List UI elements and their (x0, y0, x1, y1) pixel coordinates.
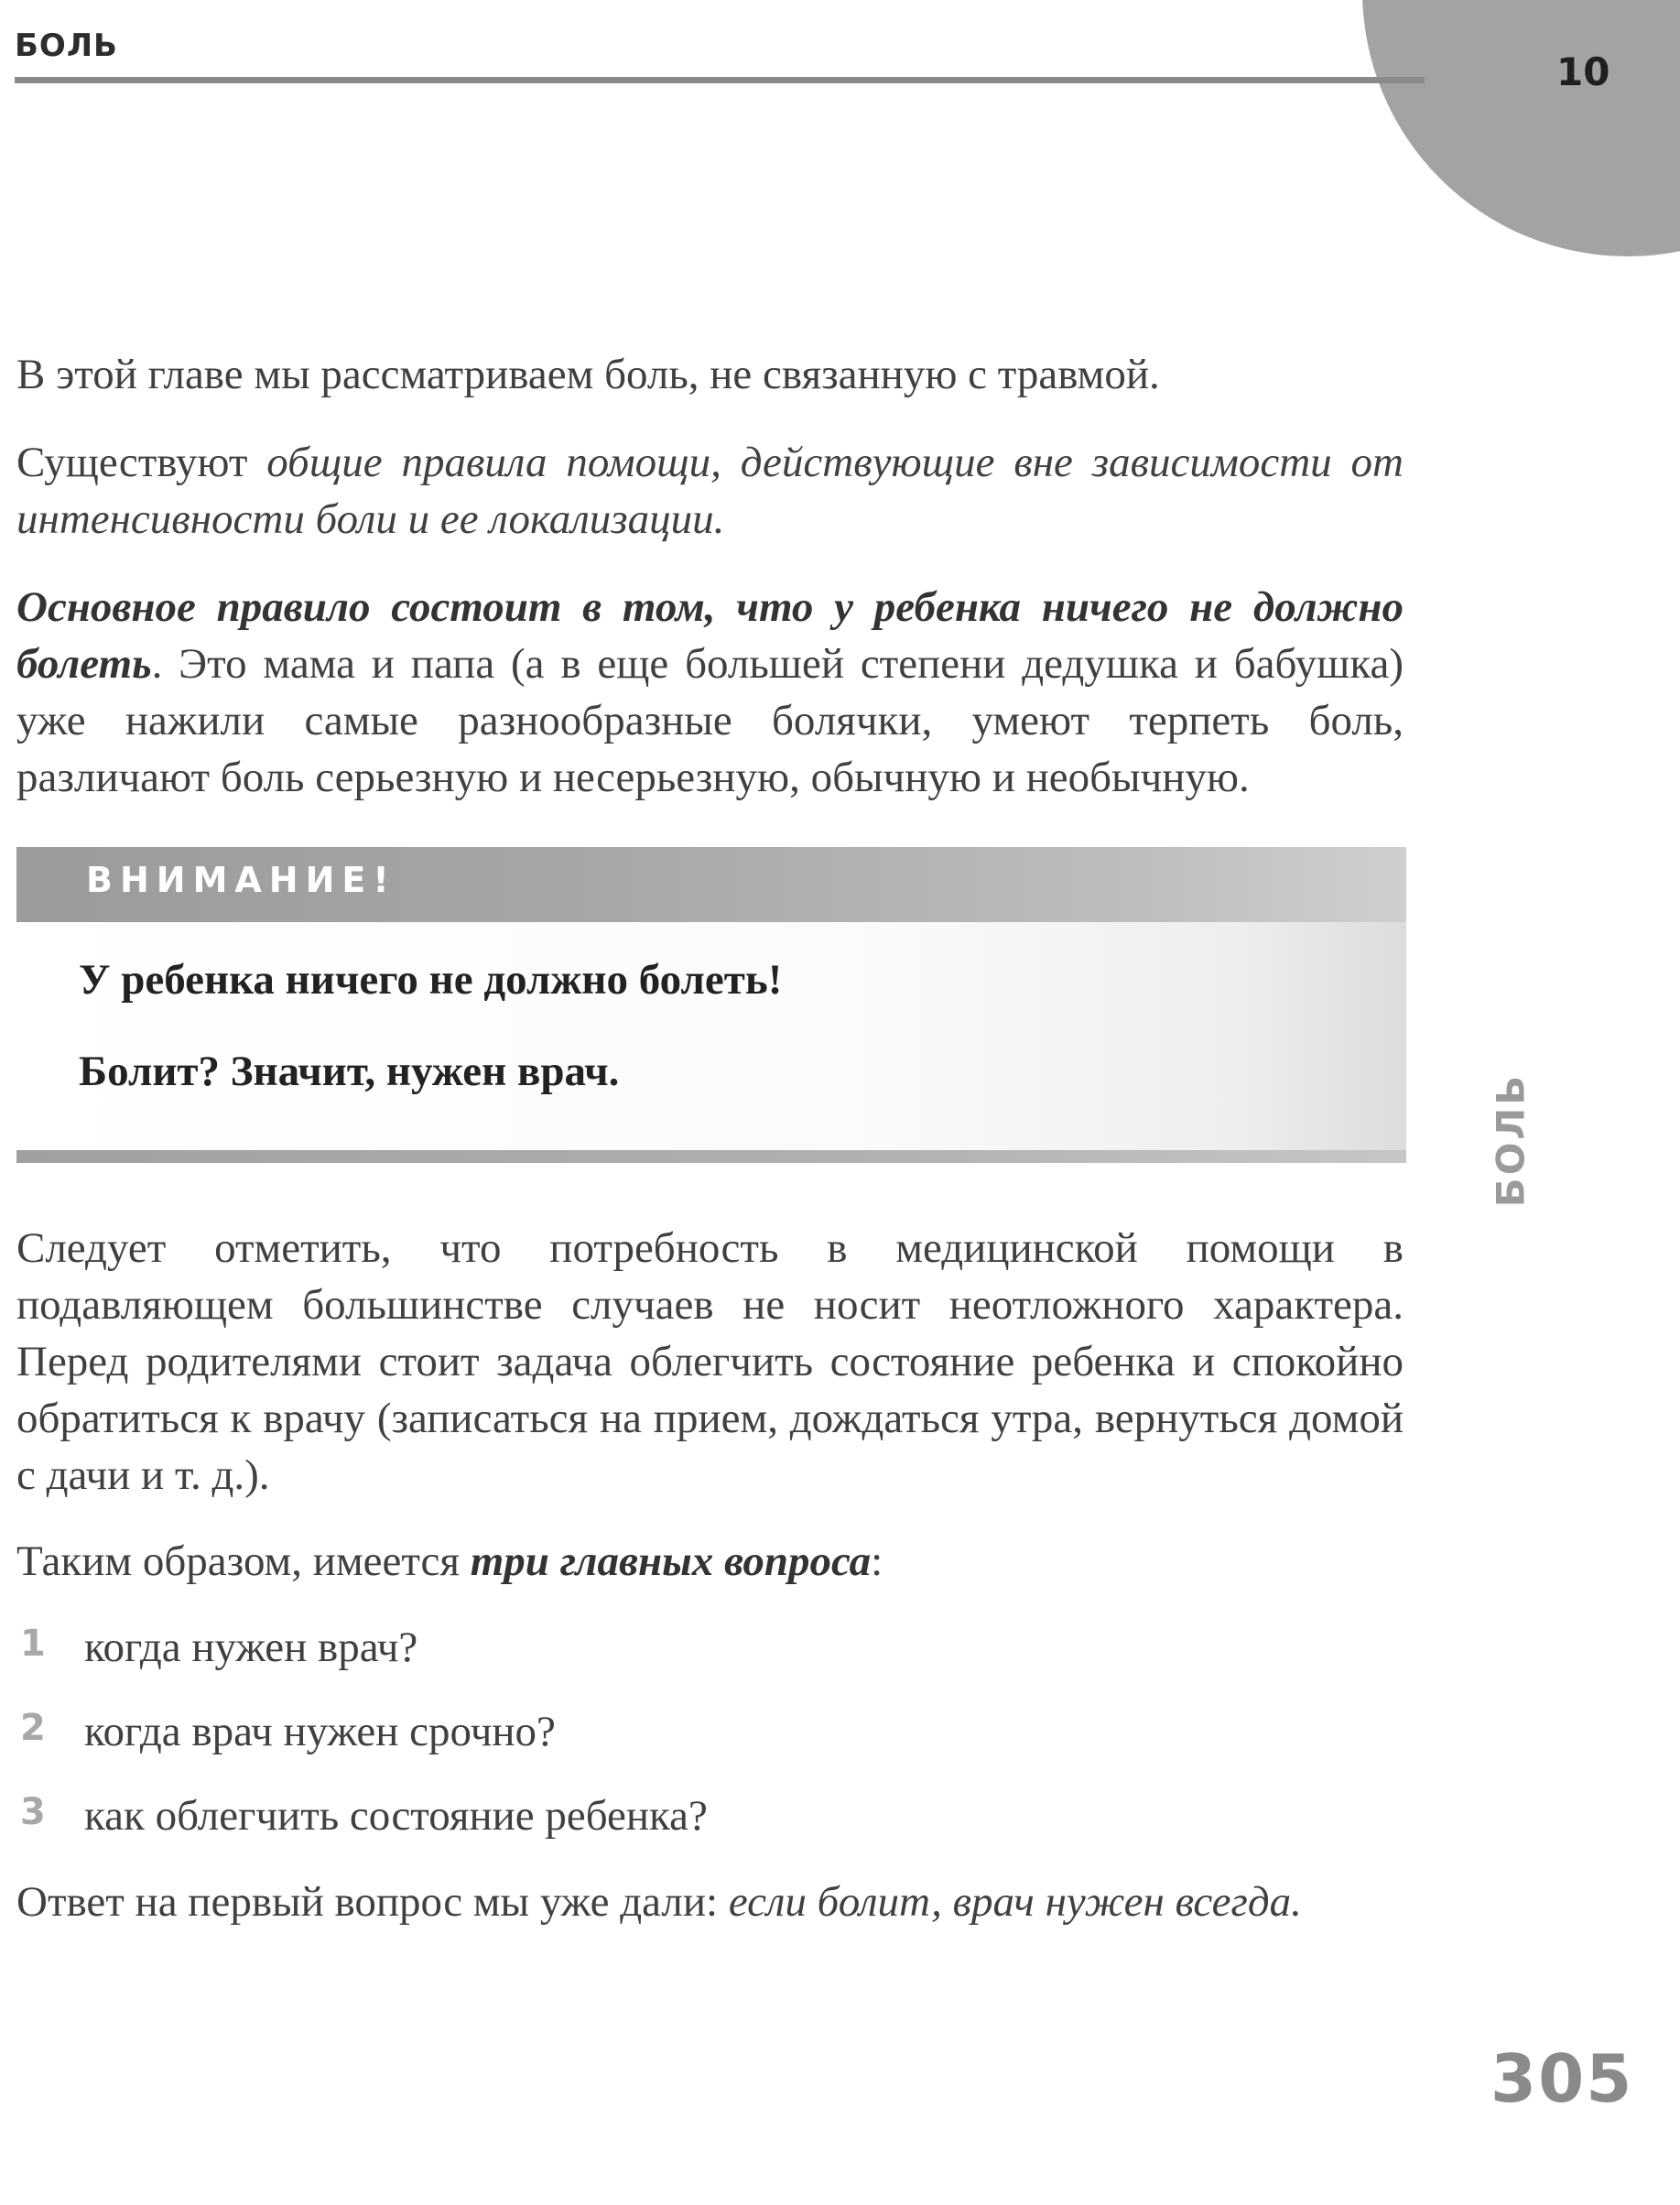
rules-emphasis: общие правила помощи, действующие вне зависимости от интенсивности боли и ее локализации. (16, 439, 1404, 543)
urgency-text: Следует отметить, что потребность в медицинской помощи в подавляющем большинстве случаев не носит неотложного характера. Перед родителями стоит задача облегчить состояние ребенка и спокойно обратиться к врачу (записаться на прием, дождаться утра, вернуться домой с дачи и т. д.). (16, 1224, 1404, 1499)
questions-lead: Таким образом, имеется (16, 1537, 471, 1585)
paragraph-main-rule (16, 579, 1404, 806)
main-rule-text: . Это мама и папа (а в еще большей степени дедушка и бабушка) уже нажили самые разнообразные болячки, умеют терпеть боль, различают боль серьезную и несерьезную, обычную и необычную. (16, 640, 1404, 801)
paragraph-intro (16, 346, 1404, 403)
paragraph-answer (16, 1874, 1404, 1930)
paragraph-rules (16, 434, 1404, 548)
questions-emphasis: три главных вопроса (470, 1537, 872, 1585)
list-text: когда врач нужен срочно? (84, 1708, 556, 1755)
attention-bottom-rule (16, 1150, 1406, 1163)
page-number: 305 (1490, 2040, 1634, 2117)
main-rule-emphasis: Основное правило состоит в том, что у ребенка ничего не должно болеть (16, 583, 1404, 688)
list-text: когда нужен врач? (84, 1624, 418, 1671)
paragraph-urgency (16, 1220, 1404, 1504)
attention-header-bar (16, 847, 1406, 922)
header-rule (15, 77, 1425, 83)
chapter-number: 10 (1556, 49, 1610, 94)
intro-text: В этой главе мы рассматриваем боль, не связанную с травмой. (16, 351, 1160, 398)
paragraph-questions-intro (16, 1533, 1404, 1590)
chapter-tab-circle (1362, 0, 1680, 256)
attention-box (16, 847, 1406, 1163)
attention-title: ВНИМАНИЕ! (86, 860, 396, 900)
side-tab-label: БОЛЬ (1488, 1072, 1534, 1208)
list-number: 2 (20, 1707, 46, 1749)
answer-emphasis: если болит, врач нужен всегда. (728, 1878, 1302, 1926)
answer-lead: Ответ на первый вопрос мы уже дали: (16, 1878, 729, 1926)
attention-line-2: Болит? Значит, нужен врач. (79, 1048, 620, 1095)
questions-colon: : (871, 1537, 883, 1585)
rules-lead: Существуют (16, 439, 267, 486)
list-number: 1 (20, 1623, 46, 1665)
attention-line-1: У ребенка ничего не должно болеть! (79, 956, 783, 1004)
list-text: как облегчить состояние ребенка? (84, 1792, 708, 1840)
list-number: 3 (20, 1791, 46, 1833)
running-head: БОЛЬ (15, 27, 118, 64)
